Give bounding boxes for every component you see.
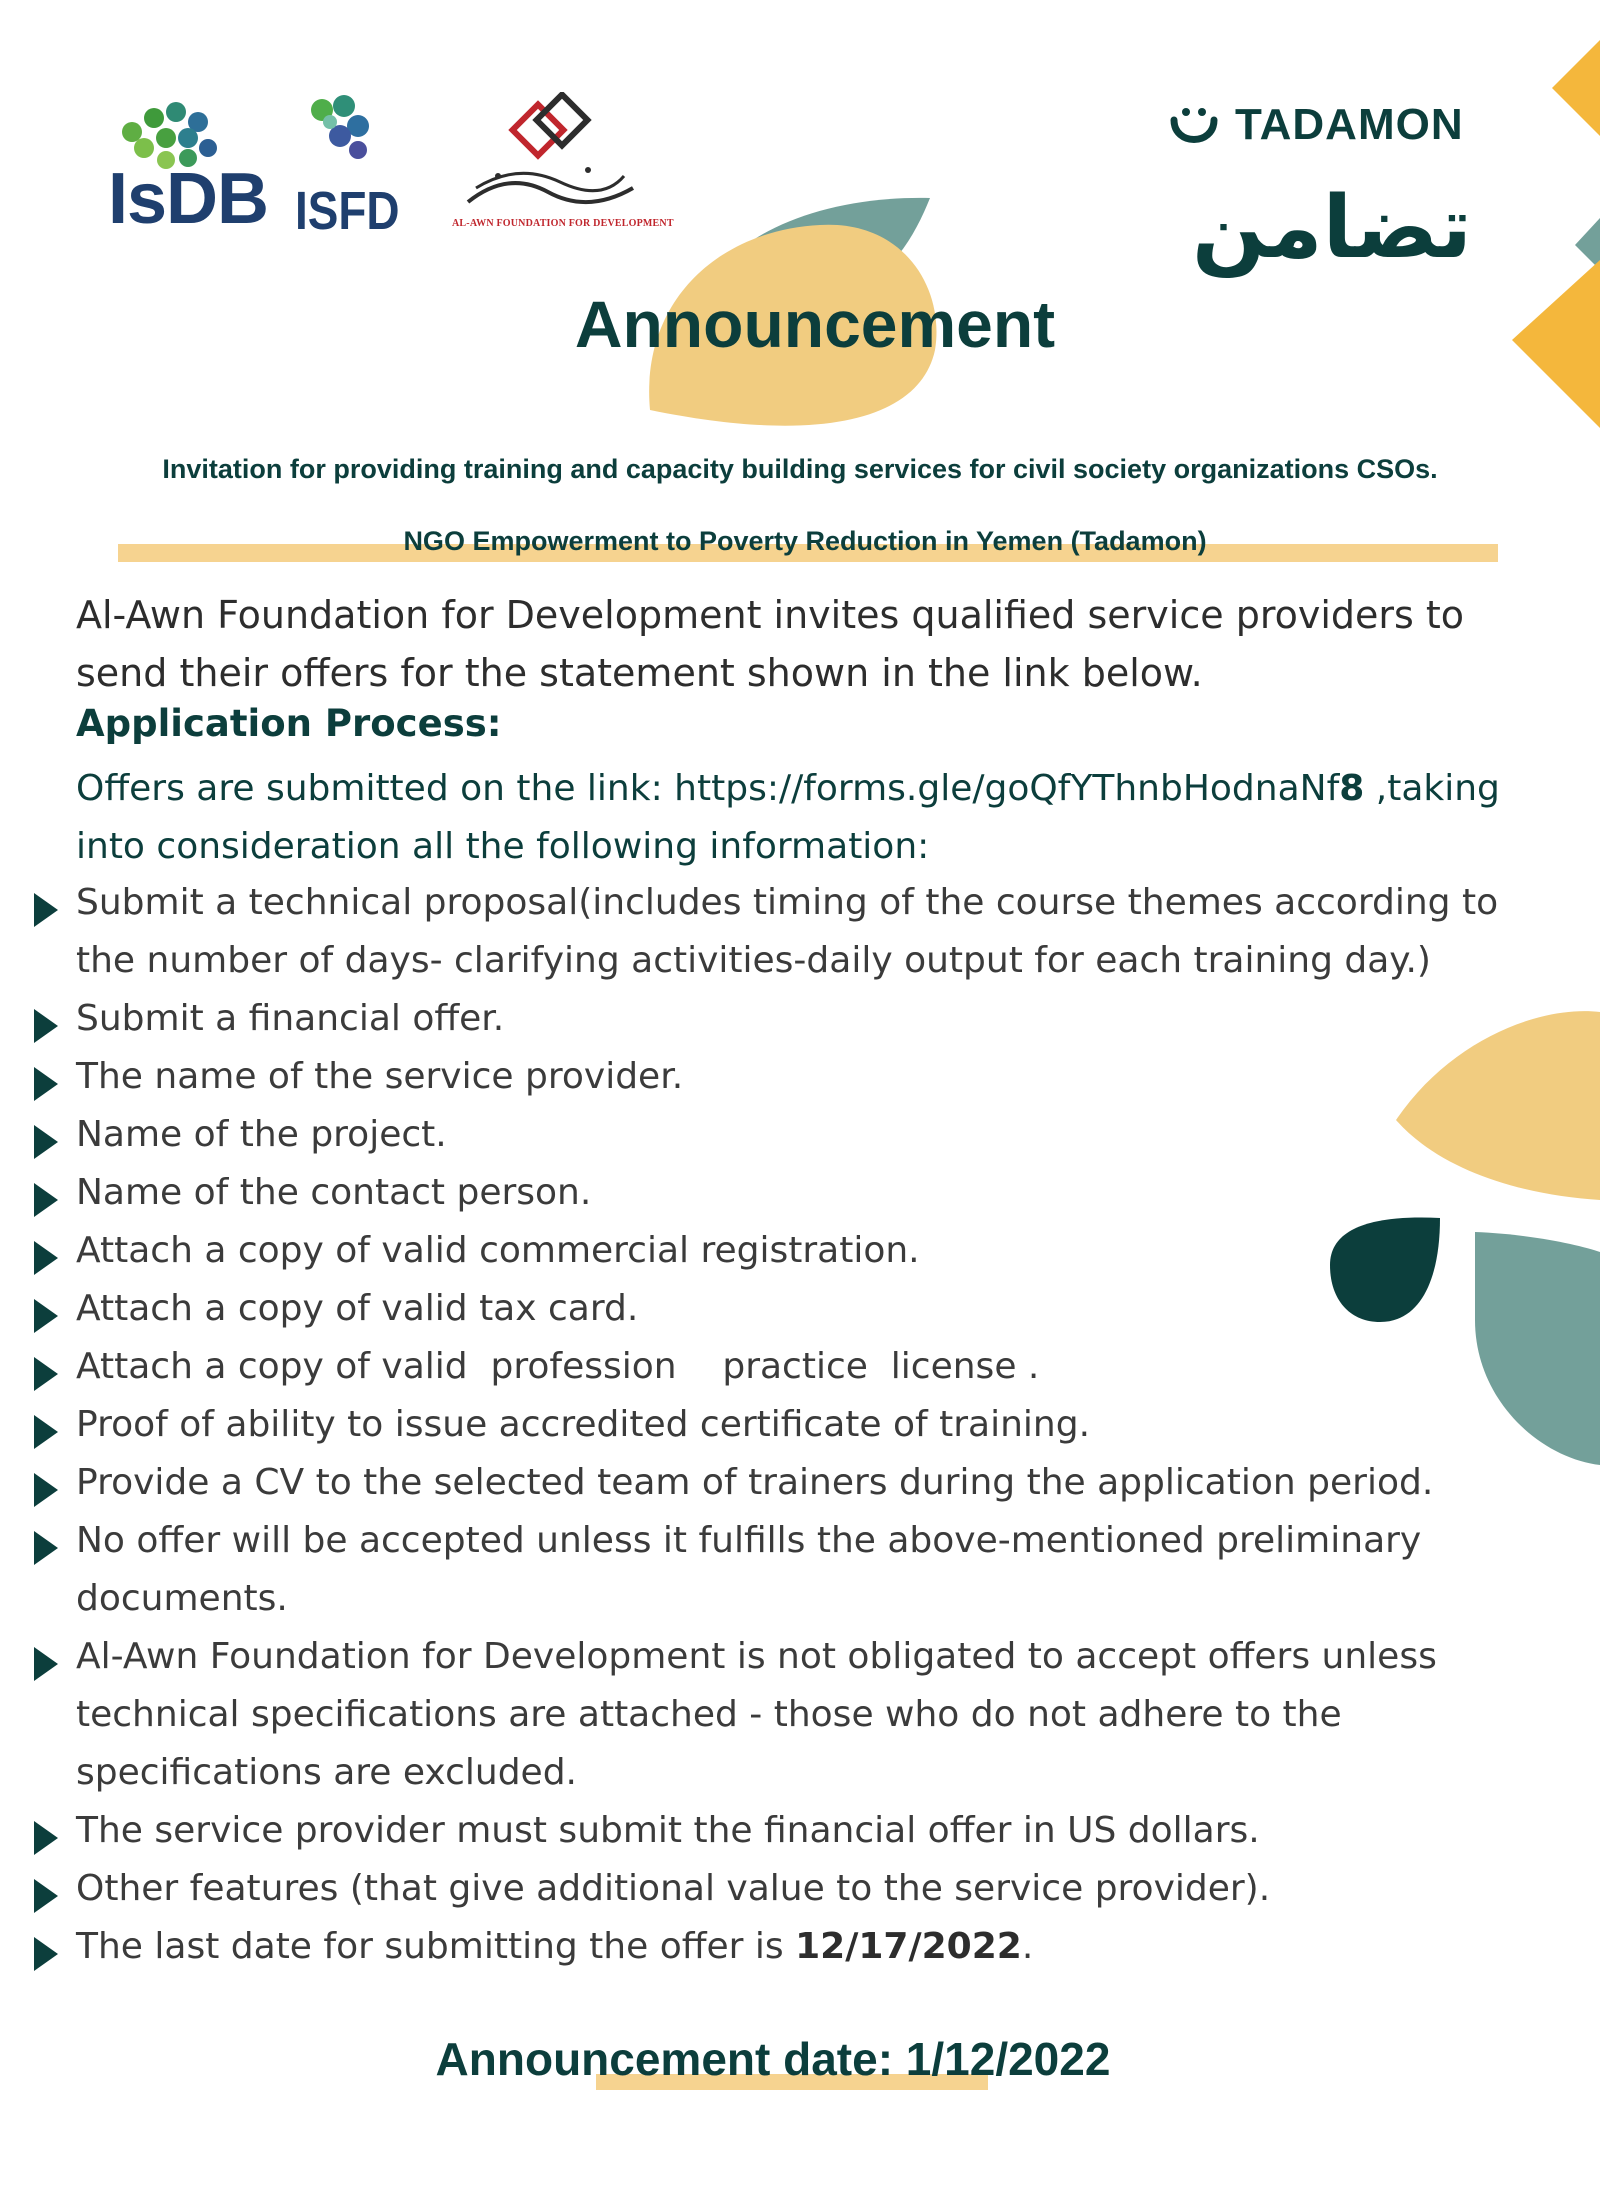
bullet-triangle-icon: [34, 1183, 58, 1217]
invitation-subtitle: Invitation for providing training and capacity building services for civil society organizations CSOs.: [162, 454, 1438, 484]
tadamon-logo-text: TADAMON: [1235, 100, 1464, 149]
list-item-last-date: The last date for submitting the offer is 12/17/2022.: [30, 1918, 1500, 1976]
requirements-list: [30, 874, 1500, 1976]
offers-paragraph: [76, 760, 1516, 876]
list-item: Provide a CV to the selected team of trainers during the application period.: [30, 1454, 1500, 1512]
announcement-date: Announcement date: 1/12/2022: [435, 2033, 1111, 2085]
bullet-triangle-icon: [34, 1299, 58, 1333]
bullet-triangle-icon: [34, 1009, 58, 1043]
bullet-triangle-icon: [34, 1531, 58, 1565]
bullet-triangle-icon: [34, 1357, 58, 1391]
alawn-calligraphy-icon: [448, 92, 648, 222]
intro-paragraph: Al-Awn Foundation for Development invites qualified service providers to send their offers for the statement shown in the link below.: [76, 593, 1465, 695]
bullet-triangle-icon: [34, 1937, 58, 1971]
page-title: Announcement: [574, 287, 1056, 361]
offers-link-bold[interactable]: 8: [1339, 768, 1365, 809]
tadamon-arabic-text: تضامن: [1192, 178, 1472, 278]
offers-link-text[interactable]: Offers are submitted on the link: https://forms.gle/goQfYThnbHodnaNf: [76, 768, 1340, 809]
bullet-triangle-icon: [34, 1067, 58, 1101]
isdb-logo-text: IsDB: [108, 159, 269, 239]
bullet-triangle-icon: [34, 1647, 58, 1681]
list-item: Attach a copy of valid profession practice license .: [30, 1338, 1500, 1396]
isfd-emblem-icon: [300, 92, 380, 172]
list-item: The service provider must submit the financial offer in US dollars.: [30, 1802, 1500, 1860]
alawn-caption: AL-AWN FOUNDATION FOR DEVELOPMENT: [452, 218, 674, 229]
list-item: Submit a technical proposal(includes timing of the course themes according to the number of days- clarifying activities-daily output for each training day.): [30, 874, 1500, 990]
list-item: Al-Awn Foundation for Development is not obligated to accept offers unless technical specifications are attached - those who do not adhere to the specifications are excluded.: [30, 1628, 1500, 1802]
deadline-date: 12/17/2022: [795, 1926, 1022, 1967]
list-item: Attach a copy of valid tax card.: [30, 1280, 1500, 1338]
bullet-triangle-icon: [34, 1125, 58, 1159]
list-item: Proof of ability to issue accredited certificate of training.: [30, 1396, 1500, 1454]
tadamon-mark-icon: [1168, 106, 1220, 158]
bullet-triangle-icon: [34, 1241, 58, 1275]
teal-corner-shape: [1575, 218, 1600, 270]
list-item: Attach a copy of valid commercial registration.: [30, 1222, 1500, 1280]
bullet-triangle-icon: [34, 1821, 58, 1855]
bullet-triangle-icon: [34, 893, 58, 927]
bullet-triangle-icon: [34, 1879, 58, 1913]
application-process-heading: Application Process:: [76, 702, 502, 745]
orange-corner-shape: [1552, 40, 1600, 136]
list-item: No offer will be accepted unless it fulfills the above-mentioned preliminary documents.: [30, 1512, 1500, 1628]
bullet-triangle-icon: [34, 1473, 58, 1507]
bullet-triangle-icon: [34, 1415, 58, 1449]
offers-suffix: ,taking into consideration all the following information:: [76, 768, 1500, 867]
list-item: Name of the project.: [30, 1106, 1500, 1164]
isfd-logo-text: ISFD: [295, 181, 400, 241]
list-item: Submit a financial offer.: [30, 990, 1500, 1048]
list-item: The name of the service provider.: [30, 1048, 1500, 1106]
list-item: Other features (that give additional value to the service provider).: [30, 1860, 1500, 1918]
project-name: NGO Empowerment to Poverty Reduction in Yemen (Tadamon): [403, 526, 1207, 556]
list-item: Name of the contact person.: [30, 1164, 1500, 1222]
